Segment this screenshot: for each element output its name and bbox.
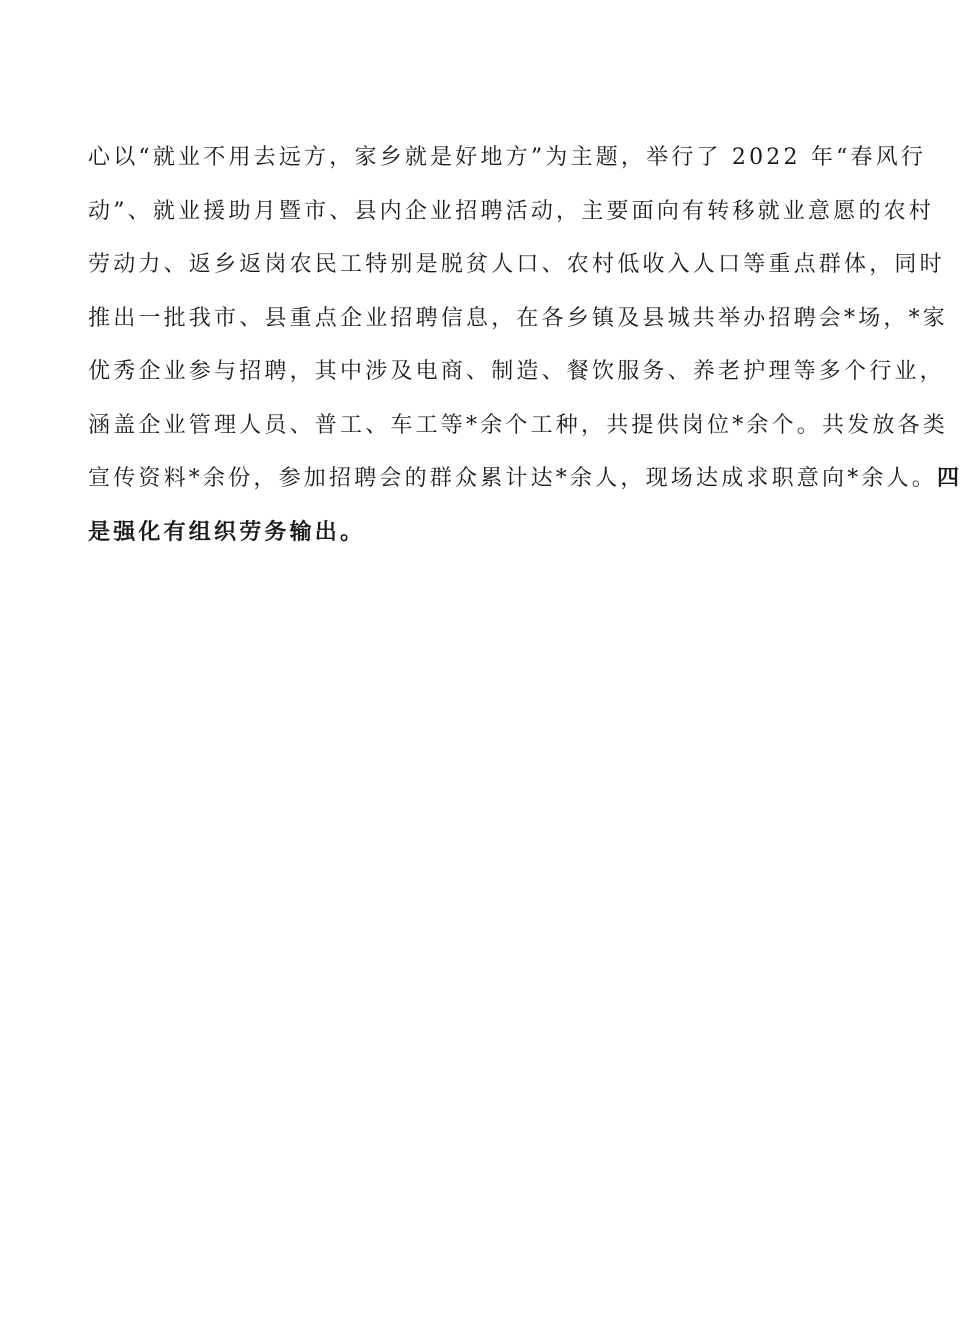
text-line-4: 推出一批我市、县重点企业招聘信息，在各乡镇及县城共举办招聘会*场，*家 — [88, 305, 949, 331]
text-line-2: 动”、就业援助月暨市、县内企业招聘活动，主要面向有转移就业意愿的农村 — [88, 198, 935, 224]
text-line-3: 劳动力、返乡返岗农民工特别是脱贫人口、农村低收入人口等重点群体，同时 — [88, 252, 945, 277]
text-line-1: 心以“就业不用去远方，家乡就是好地方”为主题，举行了 2022 年“春风行 — [88, 145, 927, 170]
text-line-7-regular: 宣传资料*余份，参加招聘会的群众累计达*余人，现场达成求职意向*余人。 — [88, 466, 938, 491]
paragraph — [88, 131, 962, 559]
text-line-8-heading: 是强化有组织劳务输出。 — [88, 519, 366, 545]
text-line-7-bold: 四 — [937, 466, 962, 491]
text-line-7 — [88, 452, 962, 506]
text-line-6: 涵盖企业管理人员、普工、车工等*余个工种，共提供岗位*余个。共发放各类 — [88, 412, 949, 438]
text-line-5: 优秀企业参与招聘，其中涉及电商、制造、餐饮服务、养老护理等多个行业， — [88, 359, 945, 384]
